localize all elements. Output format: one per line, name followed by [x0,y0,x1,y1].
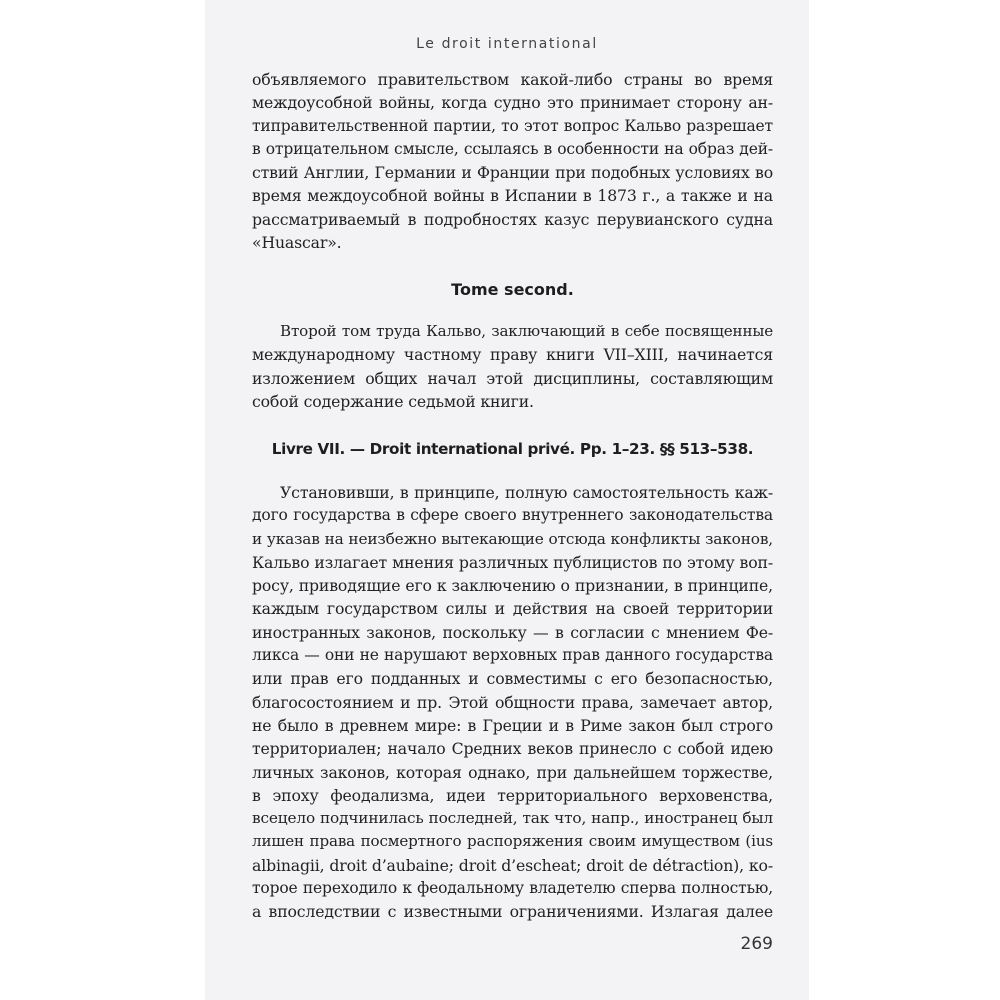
text-line: междоусобной войны, когда судно это принимает сторону ан- [252,93,773,113]
text-line: личных законов, которая однако, при дальнейшем торжестве, [252,762,773,782]
page-number: 269 [740,934,773,954]
text-line: не было в древнем мире: в Греции и в Риме закон был строго [252,715,773,735]
text-line: и указав на неизбежно вытекающие отсюда конфликты законов, [252,529,773,548]
text-line: росу, приводящие его к заключению о признании, в принципе, [252,576,773,596]
text-line: объявляемого правительством какой-либо страны во время [252,70,773,89]
text-line: иностранных законов, поскольку — в согласии с мнением Фе- [252,622,773,642]
text-line: собой содержание седьмой книги. [252,391,534,411]
text-line: а впоследствии с известными ограничениями. Излагая далее [252,902,773,922]
text-line: лишен права посмертного распоряжения своим имуществом (ius [252,832,773,851]
text-line: Кальво излагает мнения различных публицистов по этому воп- [252,552,773,572]
text-line: благосостоянием и пр. Этой общности права, замечает автор, [252,692,773,712]
paragraph-3 [252,481,773,924]
paragraph-2 [252,320,773,413]
text-line: типравительственной партии, то этот вопрос Кальво разрешает [252,116,773,135]
text-line: время междоусобной войны в Испании в 1873 г., а также и на [252,186,773,206]
text-line: каждым государством силы и действия на своей территории [252,599,773,619]
text-line: в эпоху феодализма, идеи территориального верховенства, [252,785,773,805]
book-page [205,0,809,1000]
text-line: Второй том труда Кальво, заключающий в себе посвященные [280,322,773,340]
text-line: albinagii, droit d’aubaine; droit d’escheat; droit de détraction), ко- [252,855,773,875]
text-line: ликса — они не нарушают верховных прав данного государства [252,646,773,665]
text-line: торое переходило к феодальному владетелю сперва полностью, [252,879,773,898]
text-line: территориален; начало Средних веков принесло с собой идею [252,739,773,759]
text-line: «Huascar». [252,233,342,253]
text-line: рассматриваемый в подробностях казус перувианского судна [252,209,773,229]
text-line: всецело подчинилась последней, так что, напр., иностранец был [252,809,773,828]
text-line: в отрицательном смысле, ссылаясь в особенности на образ дей- [252,139,773,158]
text-line: дого государства в сфере своего внутреннего законодательства [252,506,773,525]
text-line: международному частному праву книги VII–XIII, начинается [252,345,773,365]
text-line: ствий Англии, Германии и Франции при подобных условиях во [252,163,773,183]
text-line: изложением общих начал этой дисциплины, составляющим [252,368,773,388]
running-head: Le droit international [416,36,598,52]
section-heading-tome: Tome second. [451,280,574,299]
text-line: или прав его подданных и совместимы с его безопасностью, [252,669,773,689]
section-heading-livre: Livre VII. — Droit international privé. Pp. 1–23. §§ 513–538. [271,440,754,458]
paragraph-1 [252,68,773,254]
text-line: Установивши, в принципе, полную самостоятельность каж- [280,483,773,502]
